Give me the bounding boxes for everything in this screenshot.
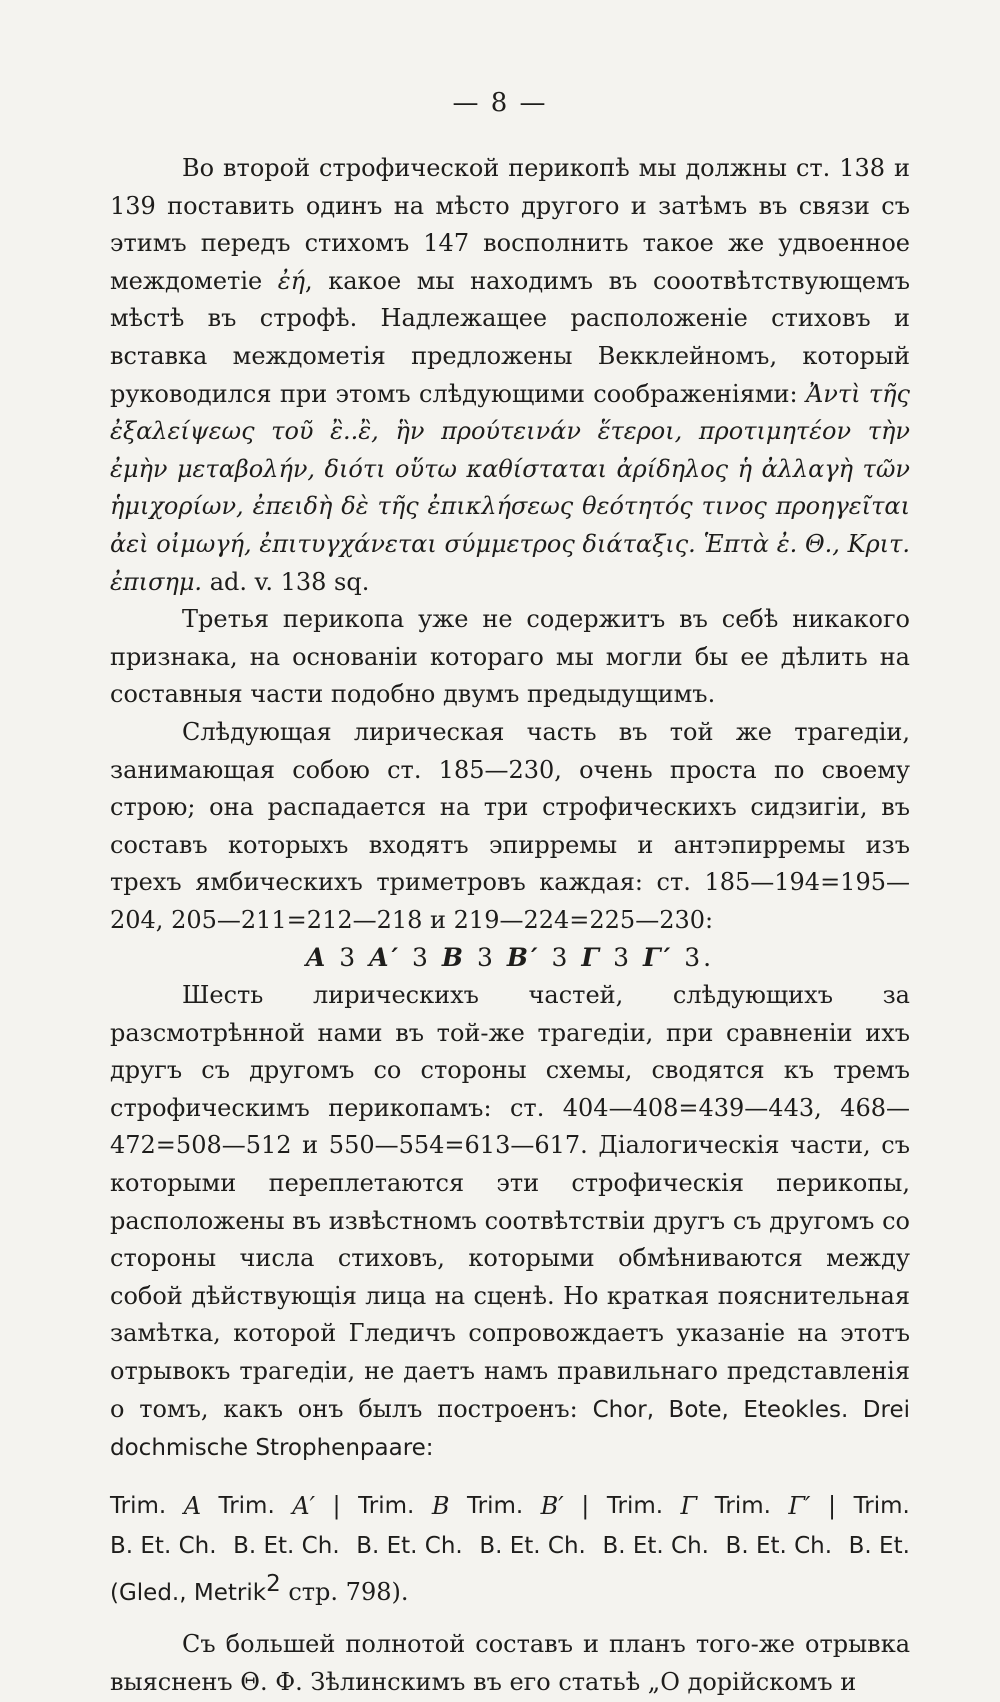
scheme-separator: |: [581, 1491, 590, 1520]
formula-count: 3: [613, 943, 633, 973]
formula-count: 3: [551, 943, 571, 973]
scheme-cell: B. Et. Ch.: [479, 1532, 586, 1559]
reference-superscript: 2: [266, 1570, 281, 1597]
formula-symbol: Γ′: [642, 943, 674, 973]
reference-text: (Gled., Metrik: [110, 1579, 267, 1606]
paragraph-5: Съ большей полнотой составъ и планъ того-же отрывка выясненъ Θ. Ф. Зѣлинскимъ въ его статьѣ „О дорійскомъ и: [110, 1630, 910, 1696]
gleditsch-reference: [110, 1566, 910, 1613]
scheme-symbol: A′: [292, 1491, 316, 1520]
para1-text-b: , какое мы находимъ въ сооотвѣтствующемъ мѣстѣ въ строфѣ. Надлежащее расположеніе стиховъ и вставка междометія предложены Векклейномъ, который руководился при этомъ слѣдующими соображеніями:: [110, 266, 910, 408]
scheme-symbol: B′: [540, 1491, 564, 1520]
para1-text-a: Во второй строфической перикопѣ мы должны ст. 138 и 139 поставить одинъ на мѣсто другого и затѣмъ въ связи съ этимъ передъ стихомъ 147 восполнить такое же удвоенное междометіе: [110, 154, 910, 295]
formula-symbol: A: [305, 943, 329, 973]
scheme-cell: B. Et. Ch.: [602, 1532, 709, 1559]
formula-count: 3: [477, 943, 496, 973]
paragraph-3: Слѣдующая лирическая часть въ той же трагедіи, занимающая собою ст. 185—230, очень проста по своему строю; она распадается на три строфическихъ сидзигіи, въ составъ которыхъ входятъ эпирремы и антэпирремы изъ трехъ ямбическихъ триметровъ каждая: ст. 185—194=195—204, 205—211=212—218 и 219—224=225—230:: [110, 717, 910, 934]
scheme-cell: Trim.: [218, 1492, 275, 1519]
trimeter-scheme: [110, 1486, 910, 1566]
greek-quotation: Ἀντὶ τῆς ἐξαλείψεως τοῦ ἒ..ἒ, ἣν προύτεινάν ἕτεροι, προτιμητέον τὴν ἐμὴν μεταβολήν, διότι οὕτω καθίσταται ἀρίδηλος ἡ ἀλλαγὴ τῶν ἡμιχορίων, ἐπειδὴ δὲ τῆς ἐπικλήσεως θεότητός τινος προηγεῖται ἀεὶ οἰμωγή, ἐπιτυγχάνεται σύμμετρος διάταξις. Ἑπτὰ ἐ. Θ., Κριτ. ἐπισημ.: [110, 379, 910, 596]
scheme-symbol: Γ′: [788, 1491, 811, 1520]
paragraph-4: [110, 977, 910, 1468]
formula-symbol: A′: [369, 943, 402, 973]
scheme-cell: Trim.: [853, 1492, 910, 1519]
formula-count: 3: [339, 943, 359, 973]
scheme-cell: B. Et.: [848, 1532, 910, 1559]
scheme-cell: B. Et. Ch.: [356, 1532, 463, 1559]
scheme-cell: Trim.: [110, 1492, 167, 1519]
scheme-symbol: A: [183, 1491, 202, 1520]
formula-symbol: B: [441, 943, 467, 973]
formula-symbol: B′: [506, 943, 541, 973]
scheme-separator: |: [332, 1491, 341, 1520]
para1-text-c: ad. v. 138 sq.: [202, 567, 370, 596]
scheme-cell: Trim.: [466, 1492, 524, 1519]
scheme-cell: B. Et. Ch.: [725, 1532, 833, 1559]
paragraph-1: [110, 150, 910, 601]
scheme-row-2: [110, 1526, 910, 1566]
scheme-cell: Trim.: [358, 1492, 415, 1519]
paragraph-2: Третья перикопа уже не содержитъ въ себѣ никакого признака, на основаніи котораго мы могли бы ее дѣлить на составныя части подобно двумъ предыдущимъ.: [110, 605, 910, 709]
scheme-symbol: Γ: [680, 1491, 698, 1520]
interjection: ἐή: [277, 266, 306, 295]
para4-text: Шесть лирическихъ частей, слѣдующихъ за разсмотрѣнной нами въ той-же трагедіи, при сравненіи ихъ другъ съ другомъ со стороны схемы, сводятся къ тремъ строфическимъ перикопамъ: ст. 404—408=439—443, 468—472=508—512 и 550—554=613—617. Діалогическія части, съ которыми переплетаются эти строфическія перикопы, расположены въ извѣстномъ соотвѣтствіи другъ съ другомъ со стороны числа стиховъ, которыми обмѣниваются между собой дѣйствующія лица на сценѣ. Но краткая пояснительная замѣтка, которой Гледичъ сопровождаетъ указаніе на этотъ отрывокъ трагедіи, не даетъ намъ правильнаго представленія о томъ, какъ онъ былъ построенъ:: [110, 981, 910, 1423]
main-text: [110, 150, 910, 1702]
formula-count: 3: [412, 943, 431, 973]
scheme-row-1: [110, 1486, 910, 1526]
scheme-cell: Trim.: [606, 1492, 664, 1519]
german-quotation: Chor, Bote, Eteokles. Drei dochmische Strophenpaare:: [110, 1396, 911, 1462]
scheme-symbol: B: [431, 1491, 450, 1520]
formula-count: 3.: [684, 943, 715, 973]
page-number: — 8 —: [452, 88, 548, 118]
strophe-formula: [110, 939, 910, 977]
scheme-cell: B. Et. Ch.: [110, 1532, 217, 1559]
formula-symbol: Γ: [581, 943, 603, 973]
scheme-separator: |: [828, 1491, 837, 1520]
scheme-cell: Trim.: [714, 1492, 771, 1519]
reference-page: стр. 798).: [280, 1577, 409, 1606]
scheme-cell: B. Et. Ch.: [233, 1532, 340, 1559]
